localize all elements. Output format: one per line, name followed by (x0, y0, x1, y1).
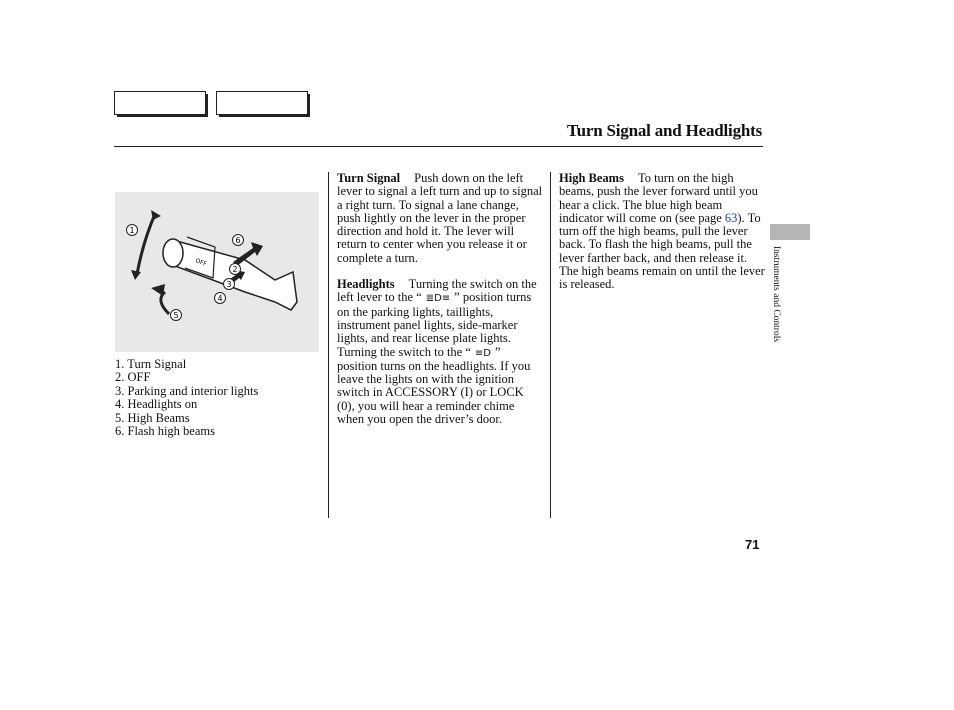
lever-figure (115, 192, 319, 352)
headlights-text-3: ” position turns on the headlights. If you leave the lights on with the ignition switch in ACCESSORY (I) or LOCK (0), you will hear a reminder chime when you open the driver’s door. (337, 344, 531, 427)
marker-3: 3 (226, 280, 232, 289)
legend-item: 5. High Beams (115, 410, 190, 425)
column-divider (550, 172, 551, 518)
nav-box-next[interactable] (216, 91, 308, 115)
high-beams-text-2: ). To turn off the high beams, pull the lever back. To flash the high beams, pull the lever farther back, and then release it. The high beams remain on until the lever is released. (559, 210, 765, 292)
headlights-text-2: ” position turns on the parking lights, taillights, instrument panel lights, side-marker lights, and rear license plate lights. Turning the switch to the “ (337, 290, 532, 359)
page-number: 71 (745, 537, 760, 552)
turn-signal-arrow (137, 214, 155, 274)
figure-legend (115, 358, 258, 438)
section-label (770, 246, 784, 376)
page-link[interactable]: 63 (724, 210, 738, 225)
page-title: Turn Signal and Headlights (567, 121, 762, 140)
marker-6: 6 (235, 236, 241, 245)
marker-1: 1 (129, 226, 135, 235)
turn-signal-heading: Turn Signal (337, 171, 401, 185)
high-beams-paragraph (559, 172, 765, 292)
marker-5: 5 (173, 311, 179, 320)
nav-box-previous[interactable] (114, 91, 206, 115)
marker-2: 2 (232, 265, 238, 274)
parking-lights-icon: ≣D≡ (425, 293, 451, 305)
headlights-text-1: Turning the switch on the left lever to the “ (337, 277, 537, 305)
headlights-heading: Headlights (337, 277, 395, 292)
legend-item: 2. OFF (115, 370, 151, 385)
legend-item: 4. Headlights on (115, 397, 198, 412)
high-beams-heading: High Beams (559, 171, 624, 185)
headlights-paragraph (337, 278, 543, 426)
switch-off-label: OFF (194, 257, 208, 268)
legend-item: 1. Turn Signal (115, 357, 187, 371)
title-rule (114, 146, 763, 147)
text-column-3 (559, 172, 765, 305)
legend-item: 6. Flash high beams (115, 424, 215, 439)
text-column-2 (337, 172, 543, 439)
headlight-lever-illustration (115, 192, 319, 352)
turn-signal-text: Push down on the left lever to signal a left turn and up to signal a right turn. To signal a lane change, push lightly on the lever in the proper direction and hold it. The lever will return to center when you release it or complete a turn. (337, 171, 543, 265)
legend-item: 3. Parking and interior lights (115, 383, 259, 398)
headlight-icon: ≡D (474, 347, 491, 359)
column-divider (328, 172, 329, 518)
section-tab[interactable] (770, 224, 810, 240)
high-beams-text-1: To turn on the high beams, push the lever forward until you hear a click. The blue high beam indicator will come on (see page (559, 171, 758, 225)
section-label-text: Instruments and Controls (771, 246, 781, 343)
turn-signal-paragraph (337, 172, 543, 265)
marker-4: 4 (217, 294, 223, 303)
